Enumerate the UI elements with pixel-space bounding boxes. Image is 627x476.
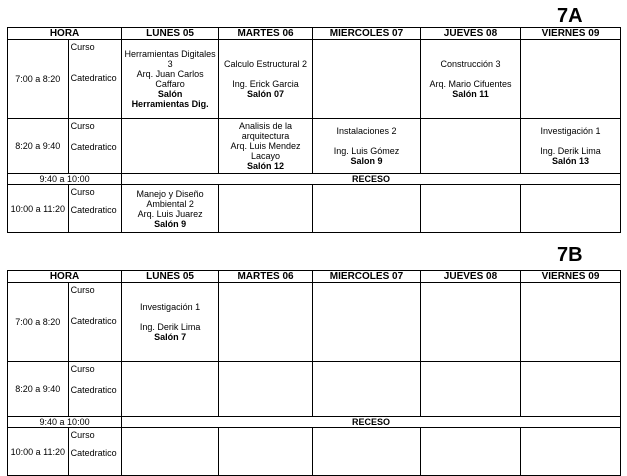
class-cell	[219, 283, 313, 362]
header-row	[8, 271, 621, 283]
header-day: MARTES 06	[219, 28, 313, 40]
label-catedratico: Catedratico	[70, 142, 117, 152]
row-labels	[68, 283, 122, 362]
row-labels	[68, 362, 122, 417]
row-labels	[68, 40, 122, 119]
class-cell	[219, 428, 313, 476]
time-slot: 10:00 a 11:20	[8, 428, 69, 476]
class-cell	[312, 283, 420, 362]
cell-line: Arq. Luis Mendez	[230, 141, 301, 151]
class-cell	[312, 119, 420, 174]
header-day: LUNES 05	[122, 271, 219, 283]
cell-line: Ambiental 2	[146, 198, 194, 209]
cell-line: Arq. Luis Juarez	[137, 208, 203, 219]
salon-label: Salón 12	[246, 161, 284, 171]
salon-label: Salón 13	[551, 156, 589, 166]
group-title-7a: 7A	[557, 5, 583, 27]
time-slot: 7:00 a 8:20	[8, 283, 69, 362]
class-cell	[421, 283, 521, 362]
recess-time: 9:40 a 10:00	[8, 417, 122, 428]
class-cell	[312, 185, 420, 233]
class-cell	[520, 119, 620, 174]
class-cell	[312, 40, 420, 119]
class-cell	[421, 119, 521, 174]
salon-label: Salón 11	[452, 89, 489, 99]
cell-line: Lacayo	[250, 151, 281, 161]
time-block-row	[8, 283, 621, 362]
cell-line: Herramientas Digitales	[124, 49, 216, 59]
cell-line	[521, 136, 620, 146]
cell-line	[219, 69, 312, 79]
recess-time: 9:40 a 10:00	[8, 174, 122, 185]
time-slot: 8:20 a 9:40	[8, 362, 69, 417]
salon-label: Salon 9	[350, 156, 383, 166]
cell-line: Investigación 1	[140, 302, 201, 312]
label-catedratico: Catedratico	[70, 316, 117, 326]
header-day: MIERCOLES 07	[312, 271, 420, 283]
class-cell	[520, 185, 620, 233]
row-labels	[68, 428, 122, 476]
cell-line: Arq. Mario Cifuentes	[429, 79, 512, 89]
time-block-row	[8, 119, 621, 174]
class-cell	[219, 362, 313, 417]
cell-line: Construcción 3	[440, 59, 501, 69]
class-cell	[520, 283, 620, 362]
cell-line: Analisis de la	[238, 121, 293, 131]
class-cell	[122, 119, 219, 174]
header-hora: HORA	[8, 271, 122, 283]
recess-label: RECESO	[122, 174, 621, 185]
class-cell	[312, 428, 420, 476]
cell-line: Manejo y Diseño	[136, 188, 204, 199]
time-slot: 8:20 a 9:40	[8, 119, 69, 174]
class-cell	[122, 185, 219, 233]
cell-line: Arq. Juan Carlos	[136, 69, 204, 79]
class-cell	[219, 119, 313, 174]
header-hora: HORA	[8, 28, 122, 40]
cell-line	[313, 136, 420, 146]
label-catedratico: Catedratico	[70, 205, 117, 215]
salon-label: Salón 7	[154, 332, 187, 342]
class-cell	[421, 40, 521, 119]
cell-line	[421, 69, 520, 79]
class-cell	[520, 362, 620, 417]
schedule-table-7b	[7, 270, 621, 476]
label-catedratico: Catedratico	[70, 448, 117, 458]
header-day: VIERNES 09	[520, 28, 620, 40]
class-cell	[122, 40, 219, 119]
label-curso: Curso	[70, 42, 95, 52]
recess-label: RECESO	[122, 417, 621, 428]
class-cell	[219, 185, 313, 233]
recess-row	[8, 417, 621, 428]
label-curso: Curso	[70, 430, 95, 440]
salon-label: Salón 9	[154, 218, 187, 229]
cell-line: Ing. Luis Gómez	[333, 146, 400, 156]
recess-row	[8, 174, 621, 185]
time-block-row	[8, 428, 621, 476]
class-cell	[219, 40, 313, 119]
cell-line: Ing. Derik Lima	[139, 322, 201, 332]
time-block-row	[8, 185, 621, 233]
label-curso: Curso	[70, 121, 95, 131]
class-cell	[520, 428, 620, 476]
cell-line: Ing. Erick Garcia	[232, 79, 299, 89]
salon-label-2: Herramientas Dig.	[131, 99, 209, 109]
salon-label: Salón 07	[246, 89, 284, 99]
cell-line: Ing. Derik Lima	[540, 146, 601, 156]
header-row	[8, 28, 621, 40]
time-block-row	[8, 362, 621, 417]
cell-line: Investigación 1	[540, 126, 601, 136]
class-cell	[421, 428, 521, 476]
header-day: VIERNES 09	[520, 271, 620, 283]
header-day: LUNES 05	[122, 28, 219, 40]
group-title-7b: 7B	[557, 244, 583, 266]
class-cell	[421, 362, 521, 417]
label-curso: Curso	[70, 187, 95, 197]
header-day: JUEVES 08	[421, 28, 521, 40]
class-cell	[122, 362, 219, 417]
header-day: MIERCOLES 07	[312, 28, 420, 40]
label-curso: Curso	[70, 285, 95, 295]
class-cell	[122, 428, 219, 476]
row-labels	[68, 185, 122, 233]
header-day: JUEVES 08	[421, 271, 521, 283]
schedule-table-7a	[7, 27, 621, 233]
header-day: MARTES 06	[219, 271, 313, 283]
time-block-row	[8, 40, 621, 119]
cell-line: 3	[167, 59, 173, 69]
label-catedratico: Catedratico	[70, 385, 117, 395]
time-slot: 7:00 a 8:20	[8, 40, 69, 119]
class-cell	[421, 185, 521, 233]
label-curso: Curso	[70, 364, 95, 374]
class-cell	[520, 40, 620, 119]
salon-label: Salón	[157, 89, 183, 99]
cell-line: Instalaciones 2	[336, 126, 397, 136]
label-catedratico: Catedratico	[70, 73, 117, 83]
cell-line: arquitectura	[241, 131, 290, 141]
cell-line: Caffaro	[155, 79, 185, 89]
cell-line	[122, 312, 218, 322]
row-labels	[68, 119, 122, 174]
class-cell	[312, 362, 420, 417]
time-slot: 10:00 a 11:20	[8, 185, 69, 233]
class-cell	[122, 283, 219, 362]
cell-line: Calculo Estructural 2	[223, 59, 308, 69]
